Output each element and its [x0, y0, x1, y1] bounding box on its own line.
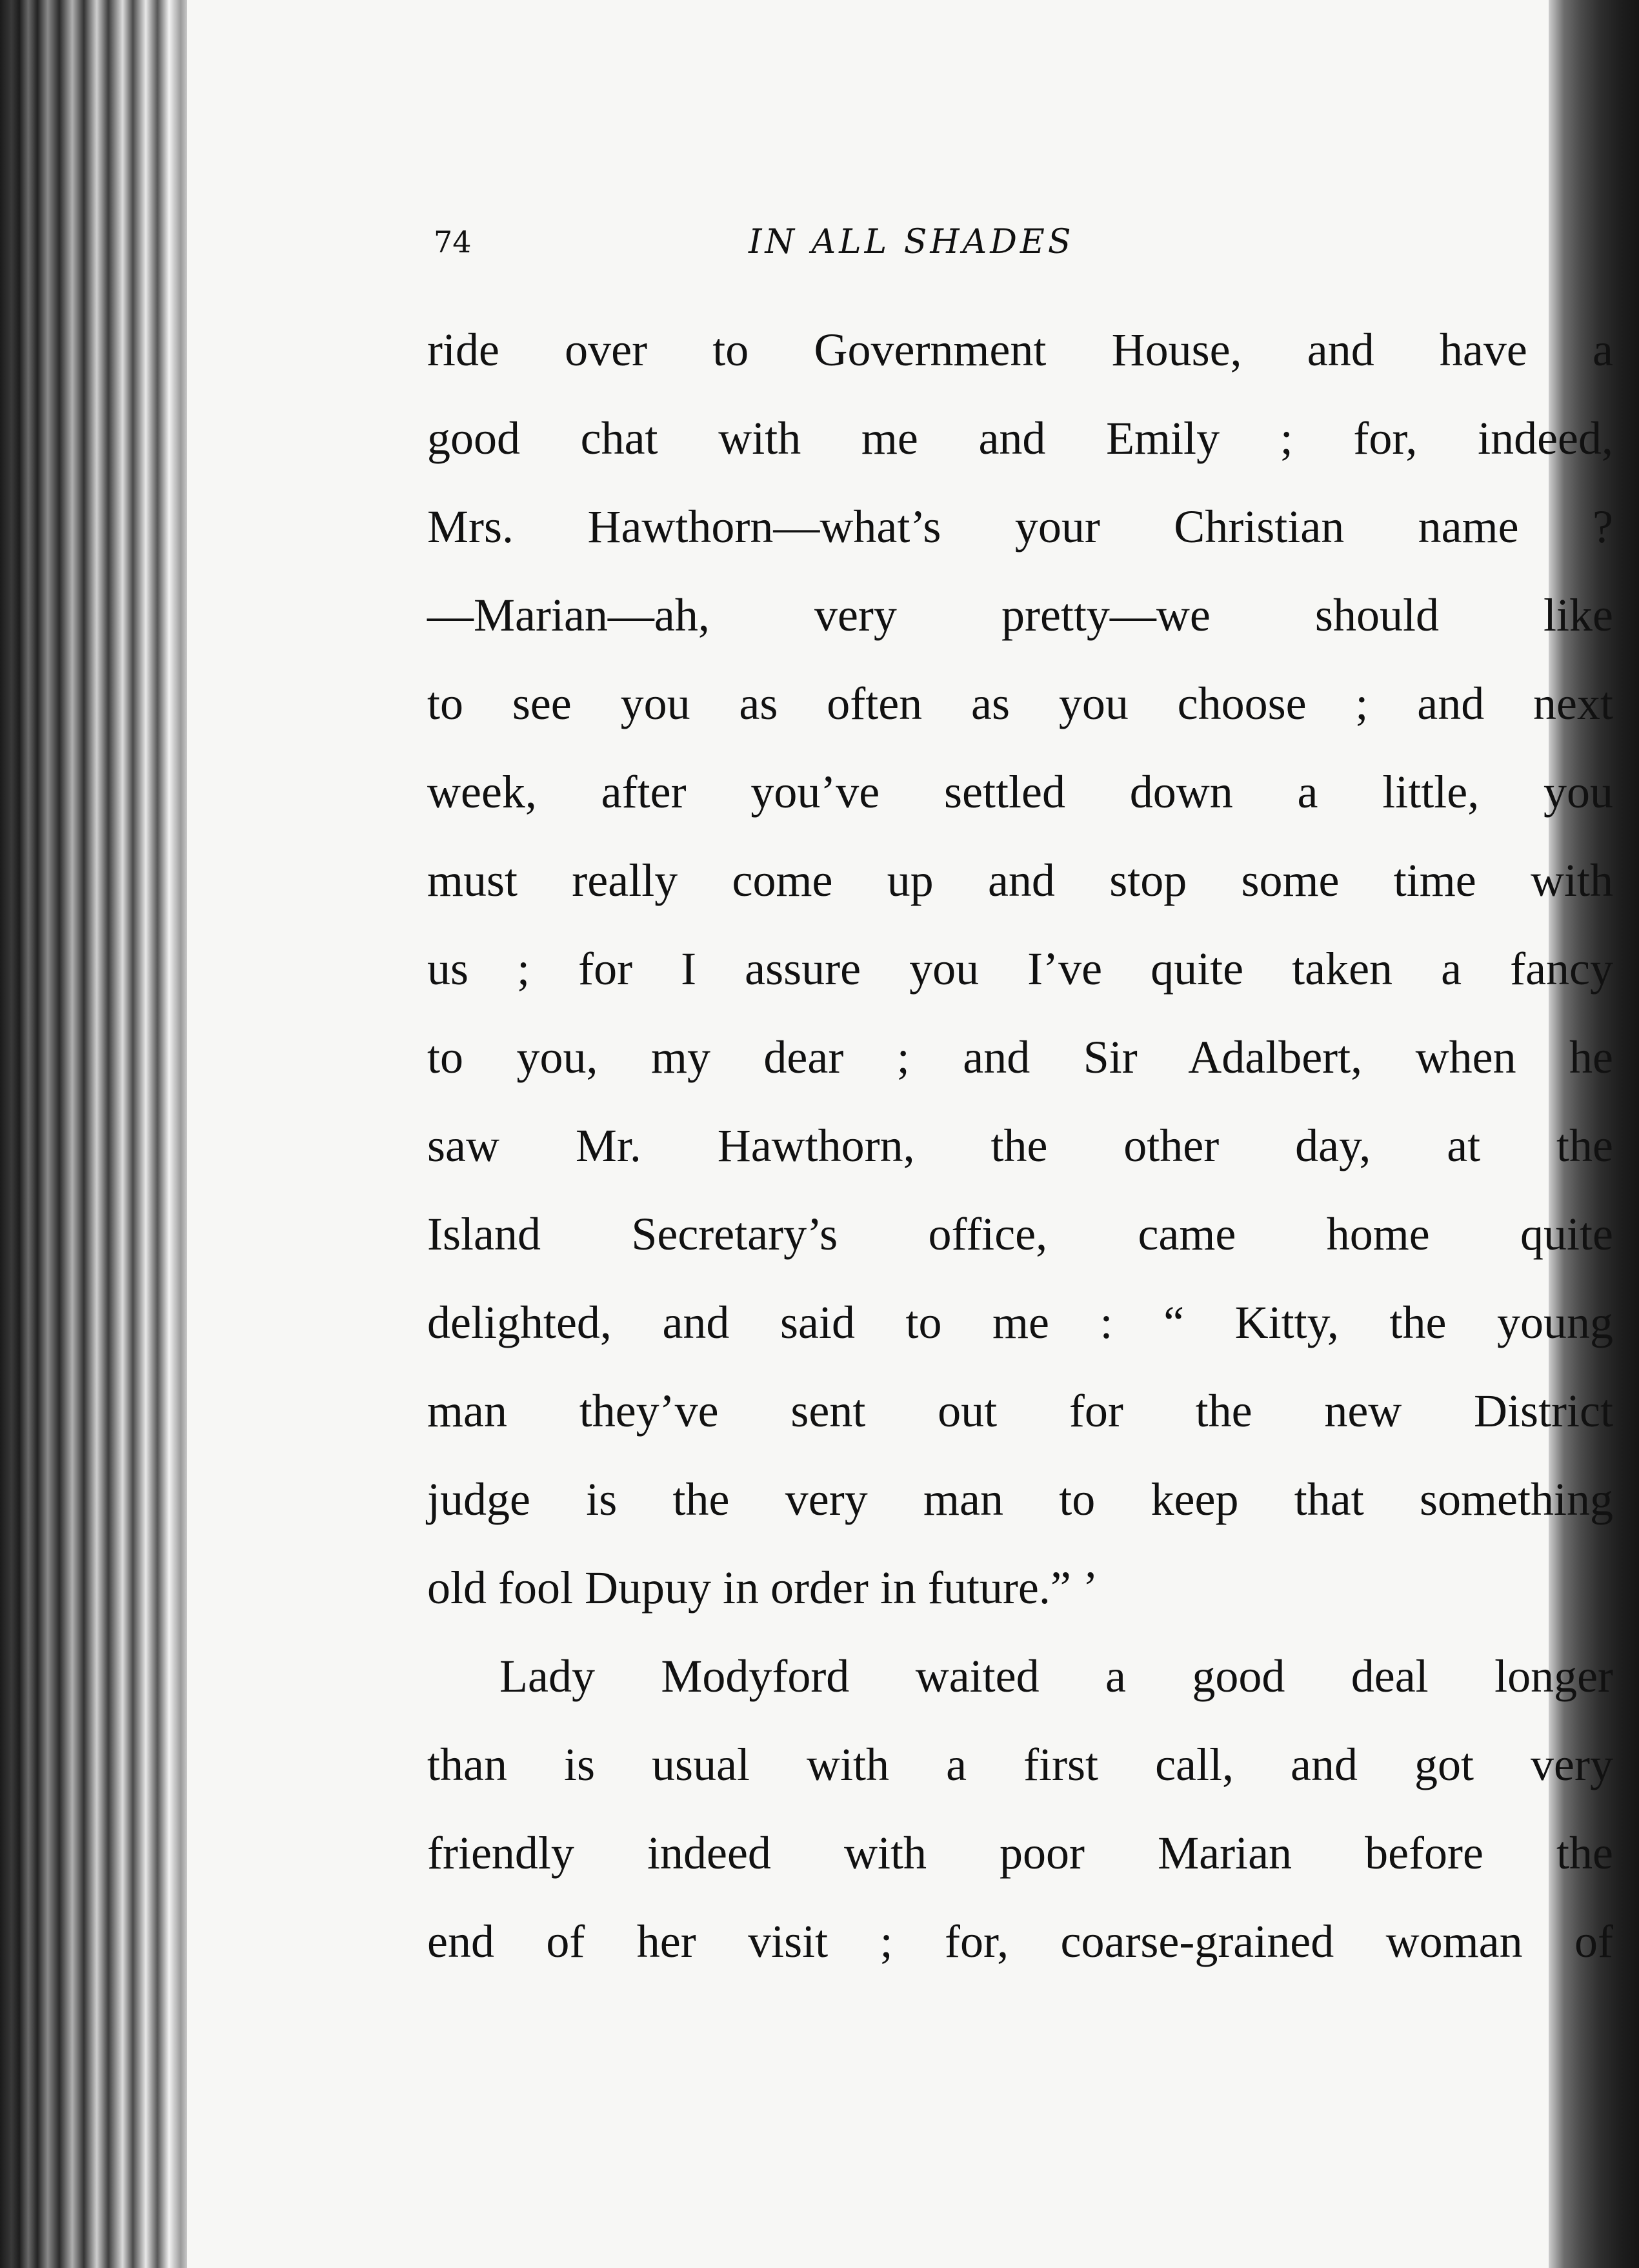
text-line: to see you as often as you choose ; and next [427, 678, 1613, 729]
page-header [187, 213, 1549, 271]
text-line: than is usual with a first call, and got very [427, 1739, 1613, 1790]
book-page [187, 0, 1613, 2268]
text-line: ride over to Government House, and have a [427, 324, 1613, 376]
text-line: judge is the very man to keep that something [427, 1473, 1613, 1525]
text-line: saw Mr. Hawthorn, the other day, at the [427, 1120, 1613, 1171]
text-line: delighted, and said to me : “ Kitty, the young [427, 1297, 1613, 1348]
text-line: old fool Dupuy in order in future.” ’ [427, 1562, 1098, 1614]
text-line: week, after you’ve settled down a little, you [427, 766, 1613, 818]
text-line: —Marian—ah, very pretty—we should like [427, 589, 1613, 641]
text-line: friendly indeed with poor Marian before the [427, 1827, 1613, 1879]
page-number: 74 [434, 225, 472, 259]
text-line: good chat with me and Emily ; for, indeed, [427, 412, 1613, 464]
body-text [427, 314, 1613, 1994]
page-edges-left [0, 0, 194, 2268]
text-line: end of her visit ; for, coarse-grained woman of [427, 1916, 1613, 1967]
text-line: Island Secretary’s office, came home quite [427, 1208, 1613, 1260]
text-line: must really come up and stop some time with [427, 855, 1613, 906]
text-line: us ; for I assure you I’ve quite taken a fancy [427, 943, 1613, 995]
text-line: Lady Modyford waited a good deal longer [499, 1650, 1613, 1702]
text-line: man they’ve sent out for the new District [427, 1385, 1613, 1437]
text-line: to you, my dear ; and Sir Adalbert, when he [427, 1031, 1613, 1083]
running-title: IN ALL SHADES [749, 223, 1074, 261]
text-line: Mrs. Hawthorn—what’s your Christian name ? [427, 501, 1613, 552]
